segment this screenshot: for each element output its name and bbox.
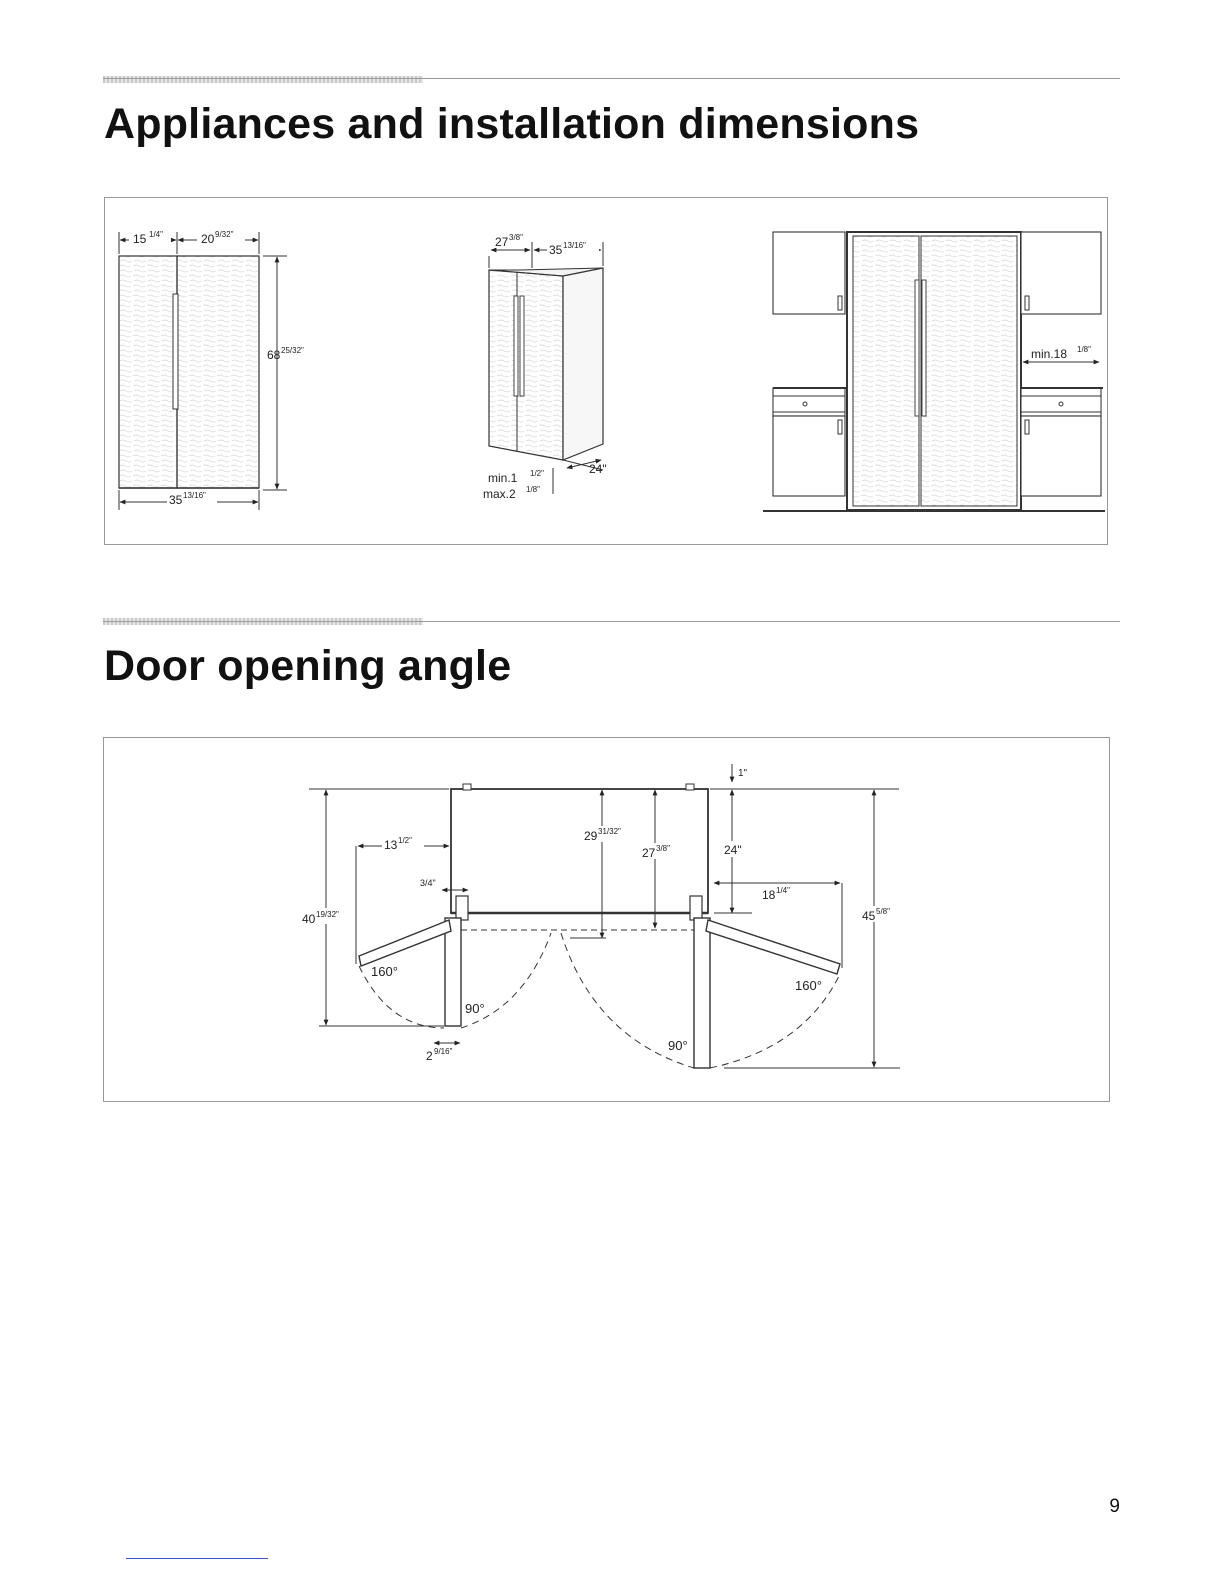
perspective-view [483,233,607,501]
left-swing: 13 [384,838,398,852]
svg-text:1/8": 1/8" [526,485,540,494]
angle-90-right: 90° [668,1038,688,1053]
section-title-dimensions: Appliances and installation dimensions [104,100,920,148]
perspective-depth: 27 [495,235,509,249]
perspective-min: min.1 [488,471,518,485]
svg-text:9/16": 9/16" [434,1047,453,1056]
svg-text:3/8": 3/8" [509,233,523,242]
section-title-door-angle: Door opening angle [104,642,512,690]
svg-text:1/2": 1/2" [398,836,412,845]
svg-text:1/2": 1/2" [530,469,544,478]
svg-text:13/16": 13/16" [563,241,586,250]
svg-text:9/32": 9/32" [215,230,234,239]
section-rule [103,78,1120,79]
top-gap: 1" [738,768,748,779]
svg-text:19/32": 19/32" [316,910,339,919]
svg-text:3/8": 3/8" [656,844,670,853]
front-width-left: 15 [133,232,147,246]
depth-c: 24" [724,843,742,857]
svg-text:1/4": 1/4" [149,230,163,239]
svg-text:1/4": 1/4" [776,886,790,895]
dimensions-figure [104,197,1108,545]
front-height: 68 [267,348,281,362]
angle-90-left: 90° [465,1001,485,1016]
depth-b: 27 [642,846,656,860]
perspective-width: 35 [549,243,563,257]
right-total: 45 [862,909,876,923]
dimensions-diagram [105,198,1107,544]
perspective-depth2: 24" [589,462,607,476]
depth-a: 29 [584,829,598,843]
svg-text:31/32": 31/32" [598,827,621,836]
door-angle-diagram [104,738,1109,1101]
door-angle-figure [103,737,1110,1102]
front-width-right: 20 [201,232,215,246]
bottom-gap: 2 [426,1049,433,1063]
svg-text:1/8": 1/8" [1077,345,1091,354]
angle-160-left: 160° [371,964,398,979]
svg-text:25/32": 25/32" [281,346,304,355]
front-view [119,230,304,510]
hinge-gap: 3/4" [420,878,436,888]
angle-160-right: 160° [795,978,822,993]
left-total: 40 [302,912,316,926]
installed-view [763,232,1105,511]
installed-clearance: min.18 [1031,347,1068,361]
perspective-max: max.2 [483,487,516,501]
footer-link-underline[interactable] [126,1558,268,1559]
svg-text:5/8": 5/8" [876,907,890,916]
page-number: 9 [1109,1496,1120,1517]
section-rule [103,621,1120,622]
svg-text:13/16": 13/16" [183,491,206,500]
front-width: 35 [169,493,183,507]
right-swing: 18 [762,888,776,902]
